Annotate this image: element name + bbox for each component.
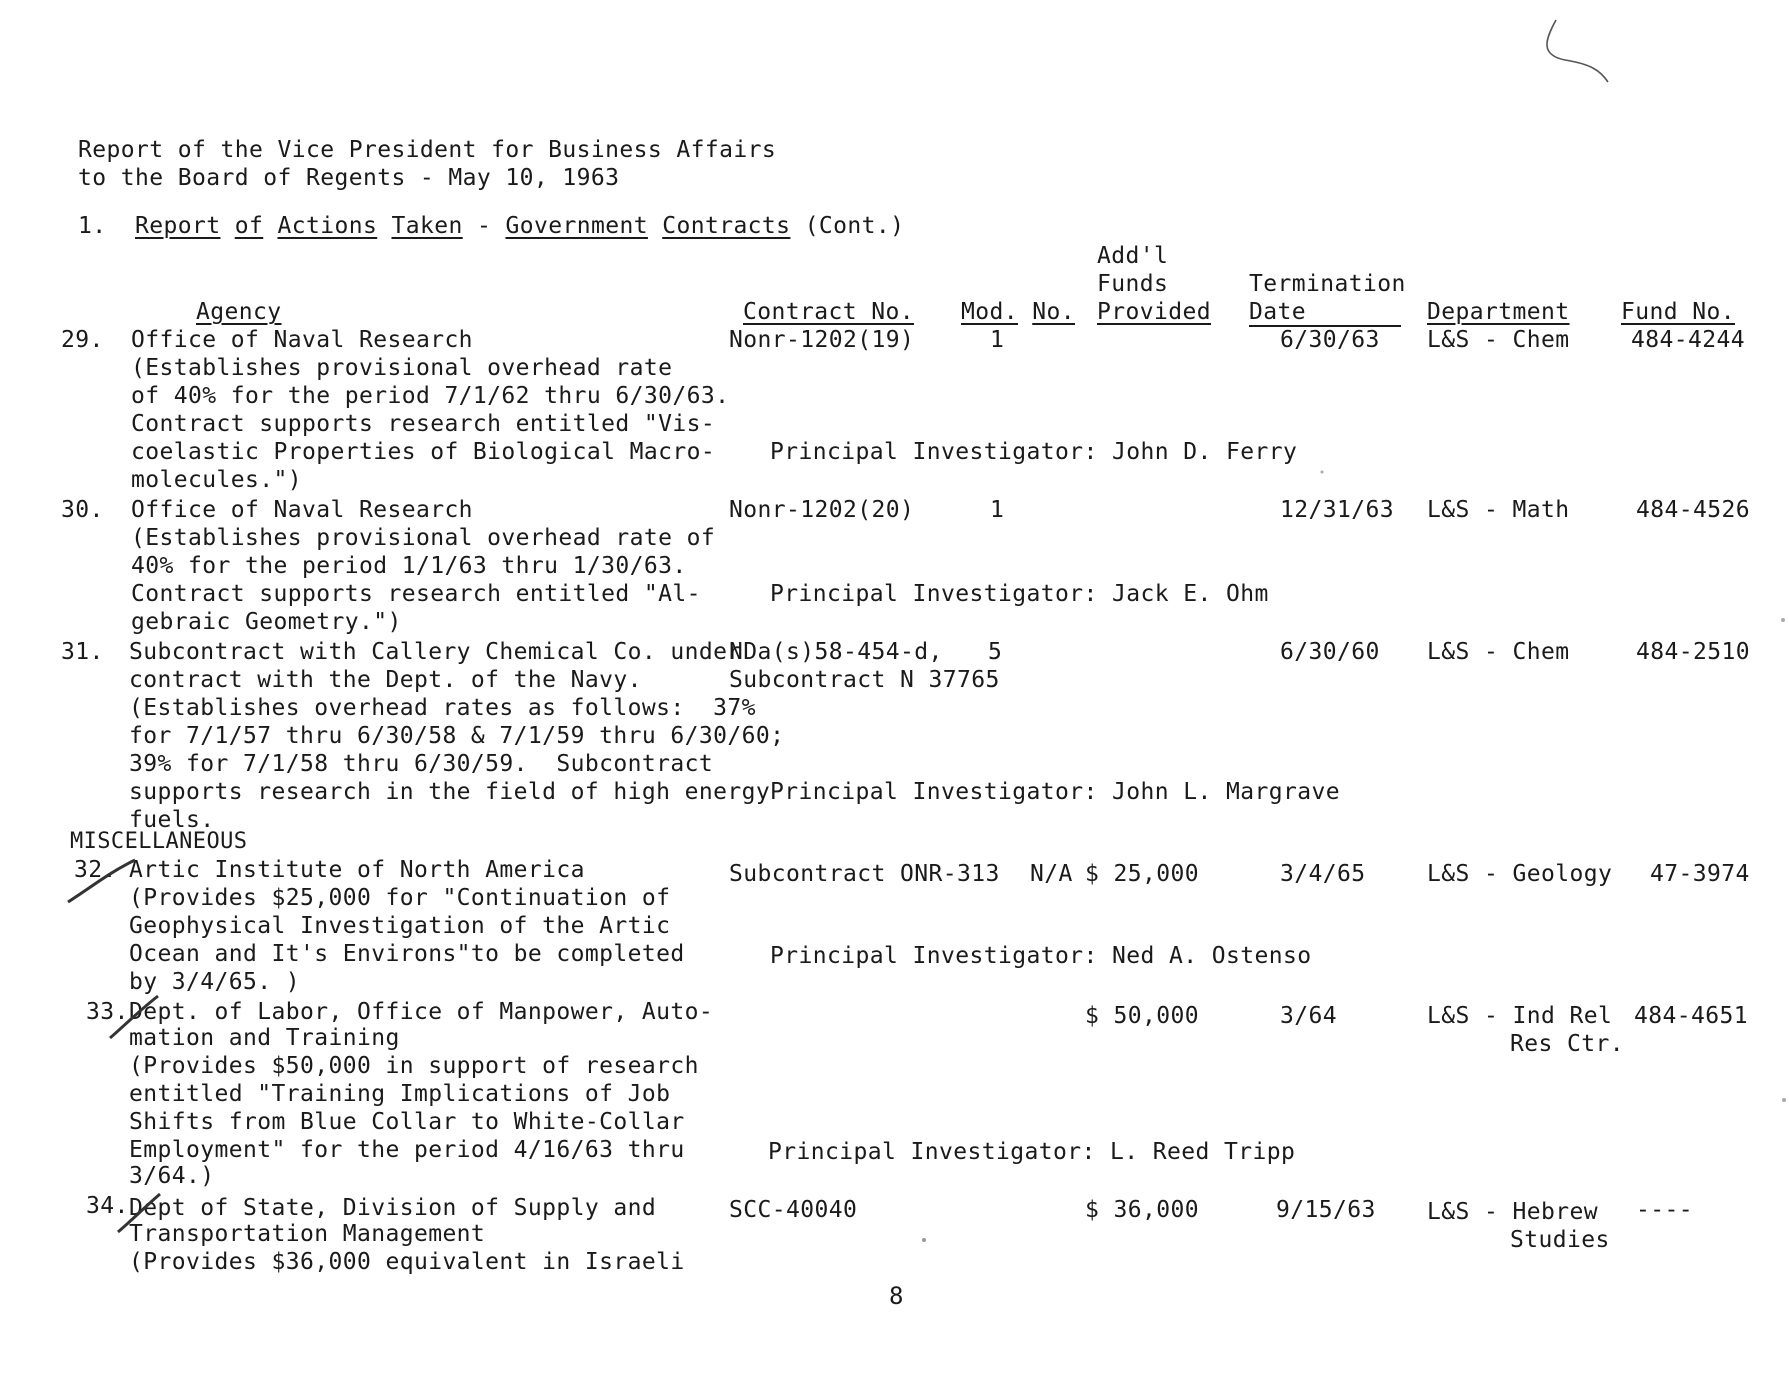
col-header-agency: Agency xyxy=(196,299,282,325)
pi-name: John L. Margrave xyxy=(1112,779,1340,805)
page-number: 8 xyxy=(889,1282,904,1310)
agency-line: for 7/1/57 thru 6/30/58 & 7/1/59 thru 6/30/60; xyxy=(129,723,785,749)
entry-number: 31. xyxy=(61,639,104,665)
department: L&S - Hebrew xyxy=(1427,1199,1598,1225)
col-header-funds-2: Funds xyxy=(1097,271,1169,297)
department: L&S - Ind Rel xyxy=(1427,1003,1613,1029)
department: Res Ctr. xyxy=(1510,1031,1624,1057)
col-header-term-1: Termination xyxy=(1249,271,1406,297)
section-cont: (Cont.) xyxy=(804,213,905,239)
agency-line: molecules.") xyxy=(131,467,302,493)
entry-number: 29. xyxy=(61,327,104,353)
termination-date: 9/15/63 xyxy=(1276,1197,1376,1223)
department: L&S - Chem xyxy=(1427,639,1570,665)
corner-pen-mark xyxy=(1547,20,1608,82)
pi-name: Jack E. Ohm xyxy=(1112,581,1269,607)
pi-label: Principal Investigator: xyxy=(770,943,1098,969)
department: L&S - Math xyxy=(1427,497,1570,523)
fund-number: 484-4651 xyxy=(1634,1003,1748,1029)
scan-speck xyxy=(1321,471,1324,474)
agency-line: Ocean and It's Environs"to be completed xyxy=(129,941,685,967)
col-header-contract-no: Contract No. xyxy=(743,299,914,325)
pi-label: Principal Investigator: xyxy=(770,439,1098,465)
fund-number: 484-4526 xyxy=(1636,497,1750,523)
agency-line: Geophysical Investigation of the Artic xyxy=(129,913,671,939)
mod-number: 5 xyxy=(988,639,1003,665)
pi-label: Principal Investigator: xyxy=(770,581,1098,607)
agency-line: Shifts from Blue Collar to White-Collar xyxy=(129,1109,685,1135)
misc-heading: MISCELLANEOUS xyxy=(70,829,248,854)
agency-line: Subcontract with Callery Chemical Co. under xyxy=(129,639,742,665)
agency-line: Artic Institute of North America xyxy=(129,857,585,883)
agency-line: Office of Naval Research xyxy=(131,327,473,353)
pi-label: Principal Investigator: xyxy=(768,1139,1096,1165)
agency-line: (Provides $50,000 in support of research xyxy=(129,1053,699,1079)
mod-number: 1 xyxy=(990,327,1005,353)
pi-name: Ned A. Ostenso xyxy=(1112,943,1312,969)
agency-line: Dept. of Labor, Office of Manpower, Auto- xyxy=(129,999,714,1025)
agency-line: Employment" for the period 4/16/63 thru xyxy=(129,1137,685,1163)
agency-line: contract with the Dept. of the Navy. xyxy=(129,667,642,693)
fund-number: ---- xyxy=(1636,1197,1693,1223)
termination-date: 6/30/63 xyxy=(1280,327,1380,353)
contract-number: Subcontract ONR-313 xyxy=(729,861,1000,887)
mod-number: 1 xyxy=(990,497,1005,523)
pi-name: John D. Ferry xyxy=(1112,439,1298,465)
fund-number: 47-3974 xyxy=(1650,861,1750,887)
pi-label: Principal Investigator: xyxy=(770,779,1098,805)
contract-number: Subcontract N 37765 xyxy=(729,667,1000,693)
contract-number: SCC-40040 xyxy=(729,1197,858,1223)
agency-line: Contract supports research entitled "Al- xyxy=(131,581,701,607)
agency-line: (Provides $36,000 equivalent in Israeli xyxy=(129,1249,685,1275)
col-header-mod: Mod. xyxy=(961,299,1018,325)
department: Studies xyxy=(1510,1227,1610,1253)
col-header-fund-no: Fund No. xyxy=(1621,299,1735,325)
scan-speck xyxy=(1781,618,1785,622)
pi-name: L. Reed Tripp xyxy=(1110,1139,1296,1165)
agency-line: (Establishes overhead rates as follows: 37% xyxy=(129,695,756,721)
agency-line: 39% for 7/1/58 thru 6/30/59. Subcontract xyxy=(129,751,714,777)
section-word: Government xyxy=(505,213,648,239)
col-header-term-2: Date xyxy=(1249,299,1306,325)
department: L&S - Geology xyxy=(1427,861,1613,887)
entry-number: 33. xyxy=(86,999,129,1025)
termination-date: 6/30/60 xyxy=(1280,639,1380,665)
section-word: Report xyxy=(135,213,221,239)
scan-speck xyxy=(1782,1098,1786,1102)
agency-line: by 3/4/65. ) xyxy=(129,969,300,995)
agency-line: fuels. xyxy=(129,807,215,833)
section-word: Actions xyxy=(277,213,378,239)
contract-number: Nonr-1202(20) xyxy=(729,497,915,523)
fund-number: 484-2510 xyxy=(1636,639,1750,665)
agency-line: (Establishes provisional overhead rate xyxy=(131,355,673,381)
mod-number: N/A xyxy=(1030,861,1073,887)
check-mark-32 xyxy=(68,860,135,902)
section-word: of xyxy=(234,213,264,239)
contract-number: Nonr-1202(19) xyxy=(729,327,915,353)
agency-line: of 40% for the period 7/1/62 thru 6/30/63. xyxy=(131,383,730,409)
col-header-funds-3: Provided xyxy=(1097,299,1211,325)
section-word: Taken xyxy=(391,213,463,239)
agency-line: (Provides $25,000 for "Continuation of xyxy=(129,885,671,911)
section-word: Contracts xyxy=(662,213,791,239)
agency-line: 40% for the period 1/1/63 thru 1/30/63. xyxy=(131,553,687,579)
agency-line: supports research in the field of high energy xyxy=(129,779,771,805)
check-mark-34 xyxy=(118,1194,160,1232)
entry-number: 34. xyxy=(86,1193,129,1219)
report-title-line2: to the Board of Regents - May 10, 1963 xyxy=(78,165,620,191)
department: L&S - Chem xyxy=(1427,327,1570,353)
termination-date: 12/31/63 xyxy=(1280,497,1394,523)
funds-provided: $ 36,000 xyxy=(1085,1197,1199,1223)
agency-line: mation and Training xyxy=(129,1025,400,1051)
agency-line: Transportation Management xyxy=(129,1221,486,1247)
scan-speck xyxy=(922,1238,926,1242)
col-header-department: Department xyxy=(1427,299,1570,325)
entry-number: 32. xyxy=(74,857,117,883)
agency-line: Contract supports research entitled "Vis- xyxy=(131,411,716,437)
agency-line: 3/64.) xyxy=(129,1163,215,1189)
section-number: 1. xyxy=(78,213,107,239)
funds-provided: $ 50,000 xyxy=(1085,1003,1199,1029)
col-header-no: No. xyxy=(1032,299,1075,325)
termination-date: 3/64 xyxy=(1280,1003,1337,1029)
agency-line: gebraic Geometry.") xyxy=(131,609,402,635)
funds-provided: $ 25,000 xyxy=(1085,861,1199,887)
col-header-funds-1: Add'l xyxy=(1097,243,1169,269)
contract-number: NDa(s)58-454-d, xyxy=(729,639,943,665)
report-title-line1: Report of the Vice President for Business Affairs xyxy=(78,137,777,163)
agency-line: coelastic Properties of Biological Macro- xyxy=(131,439,716,465)
entry-number: 30. xyxy=(61,497,104,523)
agency-line: (Establishes provisional overhead rate of xyxy=(131,525,716,551)
agency-line: Office of Naval Research xyxy=(131,497,473,523)
agency-line: Dept of State, Division of Supply and xyxy=(129,1195,657,1221)
section-dash: - xyxy=(476,213,492,239)
check-mark-33 xyxy=(110,996,158,1038)
fund-number: 484-4244 xyxy=(1631,327,1745,353)
agency-line: entitled "Training Implications of Job xyxy=(129,1081,671,1107)
termination-date: 3/4/65 xyxy=(1280,861,1366,887)
